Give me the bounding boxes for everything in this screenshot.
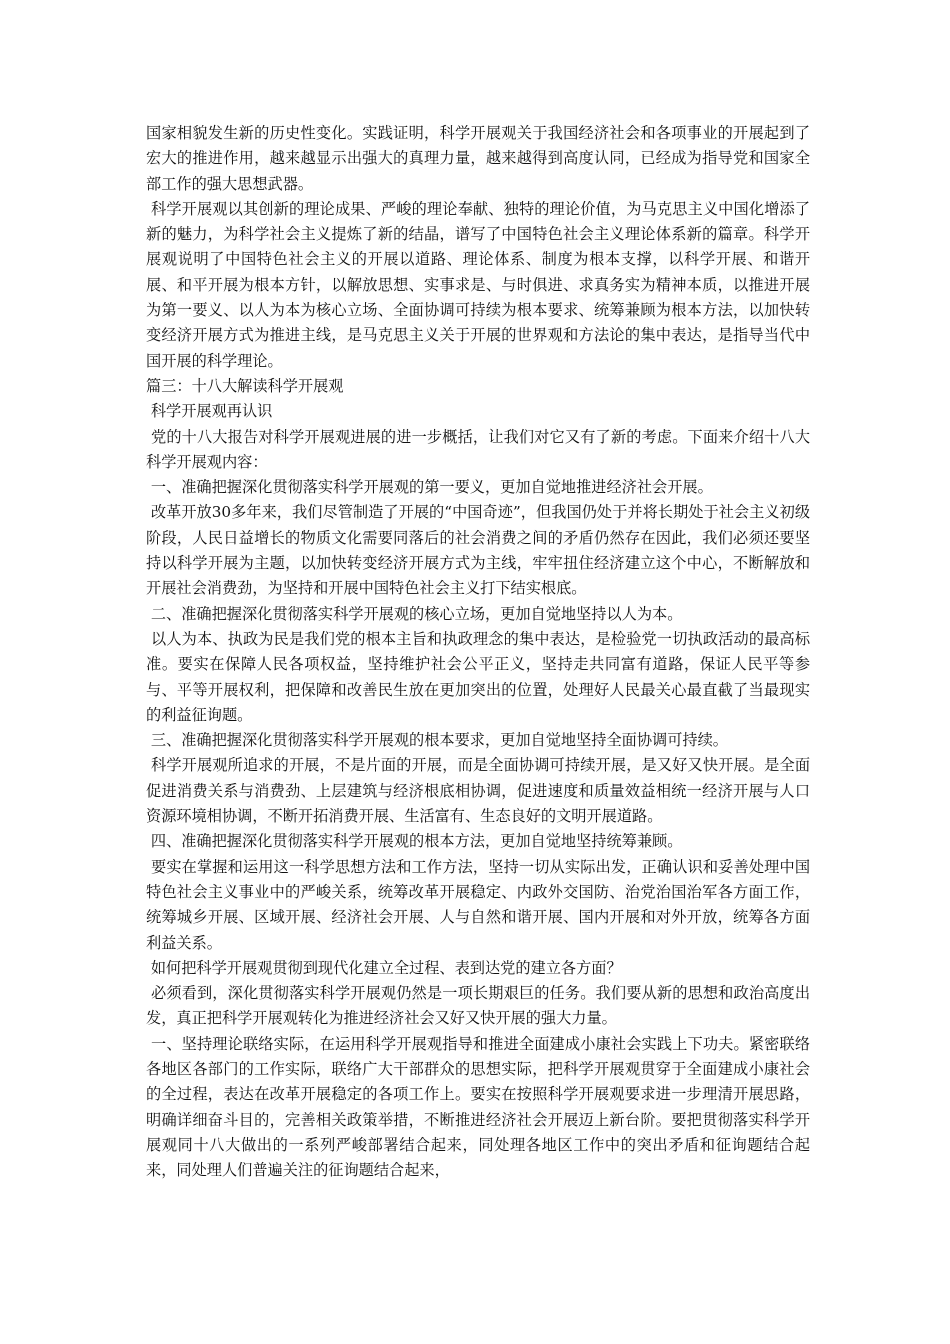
paragraph: 必须看到，深化贯彻落实科学开展观仍然是一项长期艰巨的任务。我们要从新的思想和政治高度出发，真正把科学开展观转化为推进经济社会又好又快开展的强大力量。	[146, 984, 811, 1028]
section-heading: 篇三：十八大解读科学开展观	[146, 376, 344, 395]
paragraph: 科学开展观以其创新的理论成果、严峻的理论奉献、独特的理论价值，为马克思主义中国化增添了新的魅力，为科学社会主义提炼了新的结晶，谱写了中国特色社会主义理论体系新的篇章。科学开展观说明了中国特色社会主义的开展以道路、理论体系、制度为根本支撑，以科学开展、和谐开展、和平开展为根本方针，以解放思想、实事求是、与时俱进、求真务实为精神本质，以推进开展为第一要义、以人为本为核心立场、全面协调可持续为根本要求、统筹兼顾为根本方法，以加快转变经济开展方式为推进主线，是马克思主义关于开展的世界观和方法论的集中表达，是指导当代中国开展的科学理论。	[146, 199, 811, 370]
subheading: 科学开展观再认识	[146, 402, 273, 421]
document-body	[146, 121, 810, 1183]
paragraph: 党的十八大报告对科学开展观进展的进一步概括，让我们对它又有了新的考虑。下面来介绍十八大科学开展观内容：	[146, 427, 811, 471]
point-heading: 二、准确把握深化贯彻落实科学开展观的核心立场，更加自觉地坚持以人为本。	[146, 604, 683, 623]
paragraph: 改革开放30多年来，我们尽管制造了开展的“中国奇迹”，但我国仍处于并将长期处于社会主义初级阶段，人民日益增长的物质文化需要同落后的社会消费之间的矛盾仍然存在因此，我们必须还要坚持以科学开展为主题，以加快转变经济开展方式为主线，牢牢扭住经济建立这个中心，不断解放和开展社会消费劲，为坚持和开展中国特色社会主义打下结实根底。	[146, 503, 811, 598]
paragraph: 要实在掌握和运用这一科学思想方法和工作方法，坚持一切从实际出发，正确认识和妥善处理中国特色社会主义事业中的严峻关系，统筹改革开展稳定、内政外交国防、治党治国治军各方面工作，统筹城乡开展、区域开展、经济社会开展、人与自然和谐开展、国内开展和对外开放，统筹各方面利益关系。	[146, 857, 811, 952]
point-heading: 三、准确把握深化贯彻落实科学开展观的根本要求，更加自觉地坚持全面协调可持续。	[146, 731, 728, 750]
paragraph: 科学开展观所追求的开展，不是片面的开展，而是全面协调可持续开展，是又好又快开展。是全面促进消费关系与消费劲、上层建筑与经济根底相协调，促进速度和质量效益相统一经济开展与人口资源环境相协调，不断开拓消费开展、生活富有、生态良好的文明开展道路。	[146, 756, 811, 826]
point-heading: 一、准确把握深化贯彻落实科学开展观的第一要义，更加自觉地推进经济社会开展。	[146, 478, 713, 497]
paragraph: 以人为本、执政为民是我们党的根本主旨和执政理念的集中表达，是检验党一切执政活动的最高标准。要实在保障人民各项权益，坚持维护社会公平正义，坚持走共同富有道路，保证人民平等参与、平等开展权利，把保障和改善民生放在更加突出的位置，处理好人民最关心最直截了当最现实的利益征询题。	[146, 629, 811, 724]
point-heading: 四、准确把握深化贯彻落实科学开展观的根本方法，更加自觉地坚持统筹兼顾。	[146, 832, 683, 851]
paragraph: 国家相貌发生新的历史性变化。实践证明，科学开展观关于我国经济社会和各项事业的开展起到了宏大的推进作用，越来越显示出强大的真理力量，越来越得到高度认同，已经成为指导党和国家全部工作的强大思想武器。	[146, 124, 810, 193]
question-heading: 如何把科学开展观贯彻到现代化建立全过程、表到达党的建立各方面？	[146, 958, 622, 977]
paragraph: 一、坚持理论联络实际，在运用科学开展观指导和推进全面建成小康社会实践上下功夫。紧密联络各地区各部门的工作实际，联络广大干部群众的思想实际，把科学开展观贯穿于全面建成小康社会的全过程，表达在改革开展稳定的各项工作上。要实在按照科学开展观要求进一步理清开展思路，明确详细奋斗目的，完善相关政策举措，不断推进经济社会开展迈上新台阶。要把贯彻落实科学开展观同十八大做出的一系列严峻部署结合起来，同处理各地区工作中的突出矛盾和征询题结合起来，同处理人们普遍关注的征询题结合起来，	[146, 1034, 811, 1180]
